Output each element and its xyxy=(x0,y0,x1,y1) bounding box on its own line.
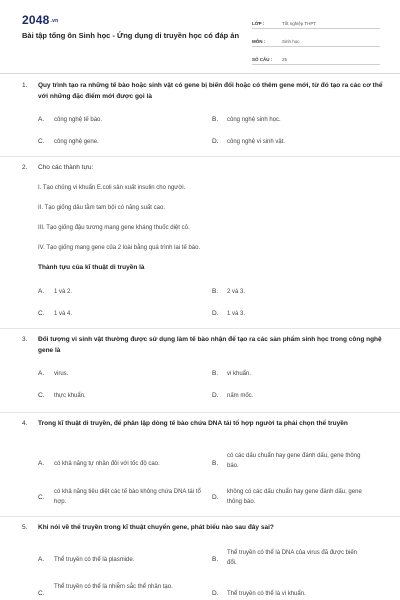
question-number: 3. xyxy=(22,336,28,343)
meta-value: Sinh học xyxy=(282,39,300,44)
header-divider xyxy=(0,73,400,74)
option-letter[interactable]: B. xyxy=(212,556,219,563)
statement-item: II. Tạo giống dâu tằm tam bội có năng suất cao. xyxy=(38,205,165,211)
option-letter[interactable]: A. xyxy=(38,460,45,467)
meta-row-subject xyxy=(252,32,380,47)
site-logo[interactable] xyxy=(22,13,58,27)
page-header xyxy=(0,0,400,70)
option-letter[interactable]: D. xyxy=(212,590,219,597)
question-divider xyxy=(0,156,400,157)
option-text[interactable]: virus. xyxy=(54,371,69,377)
option-letter[interactable]: C. xyxy=(38,310,45,317)
option-letter[interactable]: B. xyxy=(212,116,219,123)
logo-sub-text: .vn xyxy=(50,17,59,24)
meta-label: LỚP : xyxy=(252,21,265,26)
meta-value: Tốt nghiệp THPT xyxy=(282,21,317,26)
option-text[interactable]: Thể truyền có thể là vi khuẩn. xyxy=(227,591,306,597)
question-number: 4. xyxy=(22,420,28,427)
option-letter[interactable]: A. xyxy=(38,556,45,563)
statement-item: III. Tạo giống đậu tương mang gene kháng thuốc diệt cỏ. xyxy=(38,225,190,231)
option-text[interactable]: 1 và 3. xyxy=(227,311,246,317)
question-text: Khi nói về thể truyền trong kĩ thuật chuyển gene, phát biểu nào sau đây sai? xyxy=(38,524,274,531)
option-text[interactable]: công nghệ sinh học. xyxy=(227,117,281,123)
meta-row-class xyxy=(252,14,380,29)
statement-item: I. Tạo chủng vi khuẩn E.coli sản xuất insulin cho người. xyxy=(38,185,186,191)
option-text[interactable]: công nghệ gene. xyxy=(54,139,99,145)
option-text[interactable]: Thể truyền có thể là nhiễm sắc thể nhân tạo. xyxy=(54,584,173,590)
option-letter[interactable]: D. xyxy=(212,392,219,399)
meta-row-count xyxy=(252,50,380,65)
option-letter[interactable]: B. xyxy=(212,460,219,467)
option-letter[interactable]: B. xyxy=(212,370,219,377)
option-text[interactable]: có các dấu chuẩn hay gene đánh dấu, gene thông báo. xyxy=(227,453,361,469)
option-text[interactable]: nấm mốc. xyxy=(227,393,254,399)
option-letter[interactable]: A. xyxy=(38,116,45,123)
option-letter[interactable]: A. xyxy=(38,288,45,295)
option-letter[interactable]: B. xyxy=(212,288,219,295)
meta-label: MÔN : xyxy=(252,39,266,44)
option-letter[interactable]: D. xyxy=(212,310,219,317)
option-text[interactable]: 1 và 2. xyxy=(54,289,73,295)
option-letter[interactable]: A. xyxy=(38,370,45,377)
question-divider xyxy=(0,516,400,517)
option-text[interactable]: vi khuẩn. xyxy=(227,371,252,377)
option-text[interactable]: công nghệ vi sinh vật. xyxy=(227,139,286,145)
document-meta xyxy=(252,14,380,68)
option-text[interactable]: thực khuẩn. xyxy=(54,393,86,399)
option-text[interactable]: không có các dấu chuẩn hay gene đánh dấu, gene thông báo. xyxy=(227,489,362,505)
meta-value: 25 xyxy=(282,57,288,62)
question-text: Đối tượng vi sinh vật thường được sử dụng làm tế bào nhận để tạo ra các sản phẩm sinh học trong công nghệ gene là xyxy=(38,336,382,354)
option-text[interactable]: 2 và 3. xyxy=(227,289,246,295)
question-number: 1. xyxy=(22,82,28,89)
logo-main-text: 2048 xyxy=(22,13,50,27)
question-divider xyxy=(0,328,400,329)
question-divider xyxy=(0,412,400,413)
option-text[interactable]: công nghệ tế bào. xyxy=(54,117,103,123)
option-letter[interactable]: C. xyxy=(38,494,45,501)
option-text[interactable]: có khả năng tiêu diệt các tế bào không chứa DNA tái tổ hợp. xyxy=(54,489,201,505)
option-letter[interactable]: C. xyxy=(38,590,45,597)
option-letter[interactable]: C. xyxy=(38,392,45,399)
option-letter[interactable]: C. xyxy=(38,138,45,145)
option-letter[interactable]: D. xyxy=(212,494,219,501)
question-text: Trong kĩ thuật di truyền, để phân lập dòng tế bào chứa DNA tái tổ hợp người ta phải chọn thể truyền xyxy=(38,420,348,427)
question-number: 2. xyxy=(22,164,28,171)
document-title: Bài tập tổng ôn Sinh học - Ứng dụng di truyền học có đáp án xyxy=(22,31,240,40)
option-letter[interactable]: D. xyxy=(212,138,219,145)
meta-label: SỐ CÂU : xyxy=(252,57,273,62)
option-text[interactable]: 1 và 4. xyxy=(54,311,73,317)
question-text: Cho các thành tựu: xyxy=(38,164,94,171)
question-text: Quy trình tạo ra những tế bào hoặc sinh vật có gene bị biến đổi hoặc có thêm gene mới, từ đó tạo ra các cơ thể với những đặc điểm mới được gọi là xyxy=(38,82,383,100)
question-number: 5. xyxy=(22,524,28,531)
option-text[interactable]: có khả năng tự nhân đôi với tốc độ cao. xyxy=(54,461,160,467)
statement-item: IV. Tạo giống mang gene của 2 loài bằng quá trình lai tế bào. xyxy=(38,245,201,251)
option-text[interactable]: Thể truyền có thể là DNA của virus đã được biến đổi. xyxy=(227,550,358,566)
option-text[interactable]: Thể truyền có thể là plasmide. xyxy=(54,557,135,563)
question-stem: Thành tựu của kĩ thuật di truyền là xyxy=(38,264,145,271)
